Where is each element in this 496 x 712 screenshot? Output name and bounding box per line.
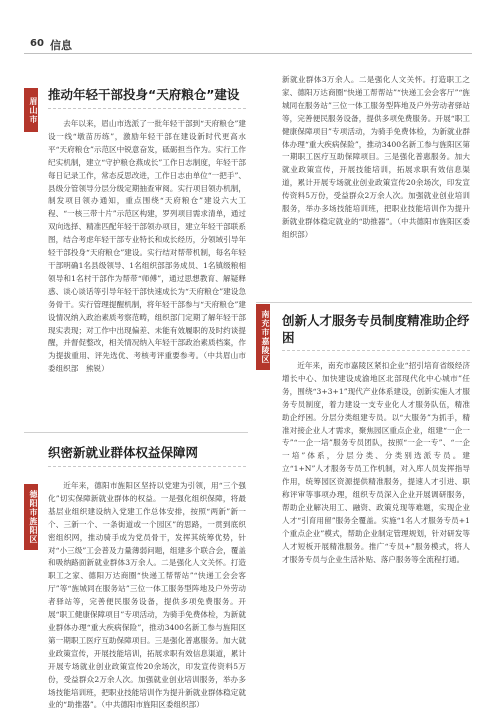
article-divider [256,302,472,303]
region-tag-meishan: 眉山市 [24,88,38,132]
article-body-meishan [48,118,246,418]
title-rule [282,350,470,351]
article-title-jingyang: 织密新就业群体权益保障网 [48,445,199,460]
section-title: 信息 [50,39,72,52]
right-column [256,66,472,632]
region-tag-jingyang: 德阳市旌阳区 [24,484,38,550]
paragraph: 近年来，南充市嘉陵区紧扣企业“招引培育省级经济增长中心、加快建设成渝地区北部现代化中心城市”任务，围绕“3+3+1”现代产业体系建设，创新实施人才服务专员制度，着力建设一支专业化人才服务队伍，精准助企纾困。分层分类组建专员。以“大服务”为抓手，精准对接企业人才需求，聚焦园区重点企业，组建“一企一专”“一企一培”服务专员团队，按照“一企一专”、“一企一培”体系，分层分类、分类别选派专员。建立“1+N”人才服务专员工作机制，对入库人员发挥指导作用，统筹园区资源提供精准服务，提速人才引进、职称评审等事项办理，组织专员深入企业开展调研服务，帮助企业解决用工、融资、政策兑现等难题，实现企业人才“引育用留”服务全覆盖。实施“1名人才服务专员+1个重点企业”模式，帮助企业制定管理规划，针对研发等人才短板开展精准服务。推广“专员+”服务模式，将人才服务专员与企业生活补贴、落户服务等全流程打通。 [282,361,470,564]
article-body-jingyang [48,480,246,710]
paragraph: 近年来，德阳市旌阳区坚持以党建为引领，用“三个强化”切实保障新就业群体的权益。一是强化组织保障，将最基层业组织建设纳入党建工作总体安排，按照“两新”新一个、三新一个、一条街道或一个园区”的思路，一贯到底织密组织网，推动骑手成为党员骨干，发挥其统筹优势，针对“小三级”工会普及力量薄弱问题，组建多个联合会，覆盖和吸纳路面新就业群体3万余人。二是强化人文关怀。打造职工之家、德阳万达商圈“快递工帮帮站”“快递工会会客厅”等“旌城同在服务站”三位一体工服务型阵地及户外劳动者驿站等，完善便民服务设备，提供多项免费服务。开展“职工健康保障项目”专项活动，为骑手免费体检，为新就业群体办理“重大疾病保险”，推动3400名新工参与旌阳区第一期职工医疗互助保障项目。三是强化普惠服务。加大就业政策宣传，开展技能培训，拓展求职有效信息渠道，累计开展专场就业创业政策宣传20余场次，印发宣传资料5万份，受益群众2万余人次。加强就业创业培训服务，举办多场技能培训班，把职业技能培训作为提升新就业群体稳定就业的“助推器”。（中共德阳市旌阳区委组织部） [48,481,246,710]
header-rule [24,53,472,54]
page-number: 60 [30,38,44,49]
title-rule [48,108,246,109]
paragraph: 去年以来，眉山市选派了一批年轻干部到“天府粮仓”建设一线“墩苗历练”，激励年轻干部在建设新时代更高水平“天府粮仓”示范区中锐意奋发，砥砺担当作为。实行工作纪实机制，建立“守护粮仓燕成长”工作日志制度，年轻干部每日记录工作，常态反思改进，工作日志由单位“一把手”、县级分管领导分层分级定期抽查审阅。实行项目领办机制，制发项目领办通知，重点围绕“天府粮仓”建设六大工程、“一核三带十片”示范区构建，罗列项目需求清单，通过双向选择、精准匹配年轻干部领办项目，建立年轻干部联系图，结合考虑年轻干部专业特长和成长经历，分领域引导年轻干部投身“天府粮仓”建设。实行结对帮带机制，每名年轻干部明确1名县级领导、1名组织部部务成员、1名镇级粮相领导和1名村干部作为帮带“师傅”，通过思想教育、解疑释惑、谈心谈话等引导年轻干部快速成长为“天府粮仓”建设急务骨干。实行管理提醒机制，将年轻干部参与“天府粮仓”建设情况纳入政治素质考察范畴，组织部门定期了解年轻干部现实表现；对工作中出现偏差、未能有效履职的及时约谈提醒，并督促整改，相关情况纳入年轻干部政治素质档案，作为提拔重用、评先选优、考核考评重要参考。（中共眉山市委组织部 熊锐） [48,119,246,374]
left-column [24,66,248,710]
article-body-jialing [282,360,470,632]
article-title-jialing: 创新人才服务专员制度精准助企纾困 [282,313,470,345]
page-header [24,36,472,54]
continued-text [282,74,470,294]
region-tag-jialing: 南充市嘉陵区 [256,304,270,370]
title-rule [48,466,246,467]
article-divider [24,432,248,433]
article-title-meishan: 推动年轻干部投身“天府粮仓”建设 [48,87,240,102]
paragraph: 新就业群体3万余人。二是强化人文关怀。打造职工之家、德阳万达商圈“快递工帮帮站”“快递工会会客厅”“旌城同在服务站”三位一体工服务型阵地及户外劳动者驿站等，完善便民服务设备，提供多项免费服务。开展“职工健康保障项目”专项活动，为骑手免费体检，为新就业群体办理“重大疾病保险”，推动3400名新工参与旌阳区第一期职工医疗互助保障项目。三是强化普惠服务。加大就业政策宣传，开展技能培训，拓展求职有效信息渠道，累计开展专场就业创业政策宣传20余场次，印发宣传资料5万份，受益群众2万余人次。加强就业创业培训服务，举办多场技能培训班，把职业技能培训作为提升新就业群体稳定就业的“助推器”。（中共德阳市旌阳区委组织部） [282,75,470,239]
